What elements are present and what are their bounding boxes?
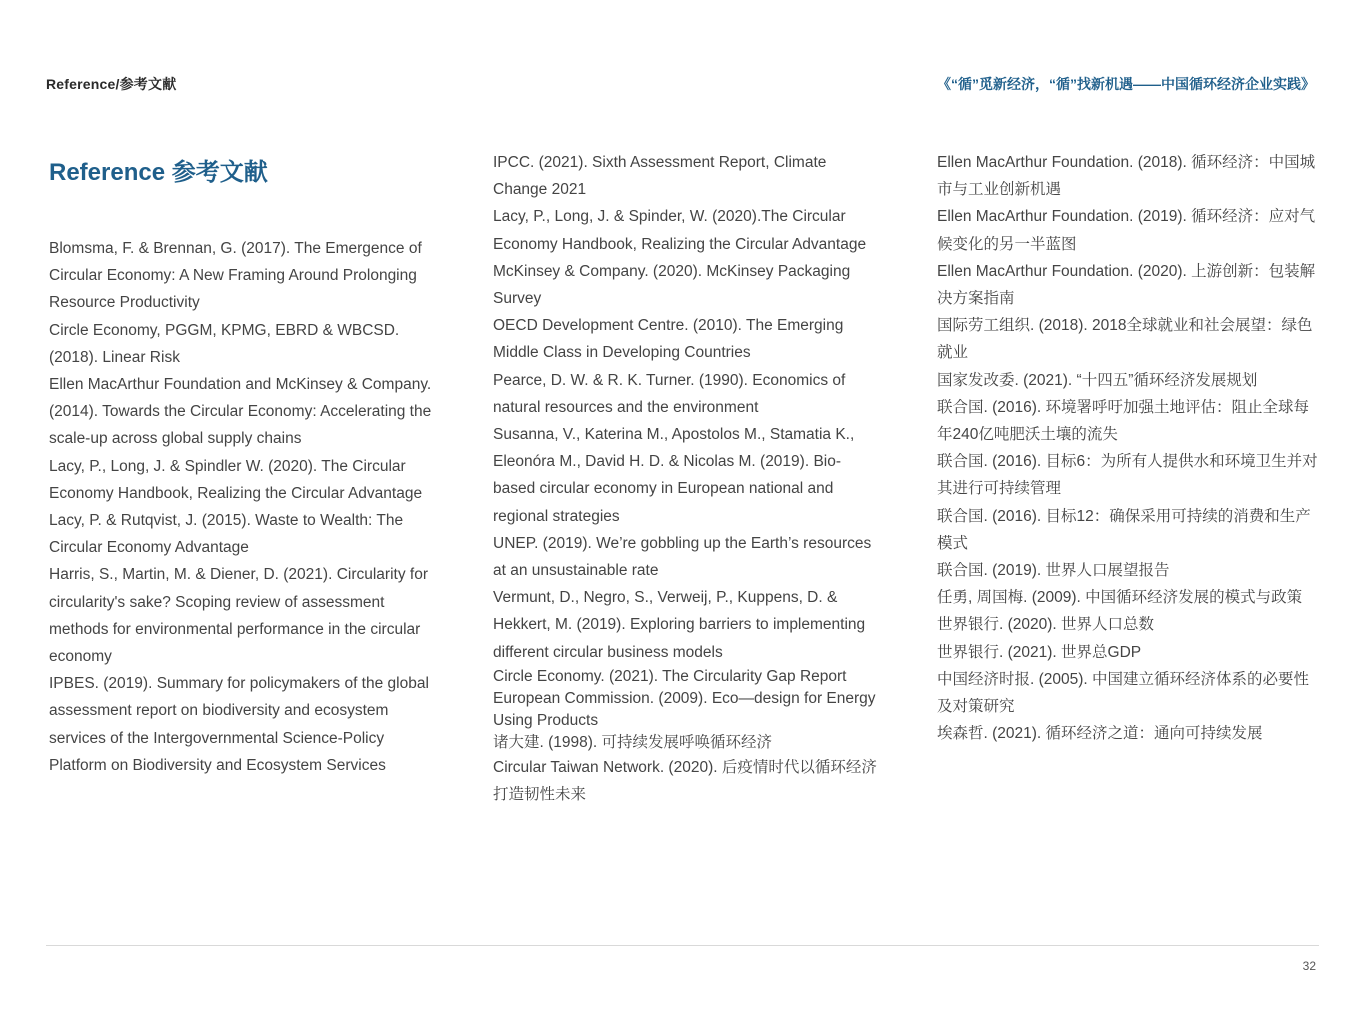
footer-divider	[46, 945, 1319, 946]
reference-entry: 联合国. (2019). 世界人口展望报告	[937, 562, 1170, 580]
page-title: Reference 参考文献	[49, 159, 268, 186]
reference-entry: European Commission. (2009). Eco—design for Energy Using Products	[493, 689, 876, 729]
reference-entry: 中国经济时报. (2005). 中国建立循环经济体系的必要性及对策研究	[937, 670, 1310, 716]
reference-entry: 埃森哲. (2021). 循环经济之道：通向可持续发展	[937, 725, 1263, 743]
reference-entry: 世界银行. (2021). 世界总GDP	[937, 643, 1142, 661]
reference-column-3	[937, 149, 1322, 747]
reference-entry: 国家发改委. (2021). “十四五”循环经济发展规划	[937, 371, 1258, 389]
reference-entry: Circle Economy, PGGM, KPMG, EBRD & WBCSD. (2018). Linear Risk	[49, 321, 400, 366]
reference-entry: 联合国. (2016). 目标6：为所有人提供水和环境卫生并对其进行可持续管理	[937, 453, 1318, 498]
reference-entry: IPCC. (2021). Sixth Assessment Report, Climate Change 2021	[493, 154, 827, 199]
reference-entry: 联合国. (2016). 环境署呼吁加强土地评估：阻止全球每年240亿吨肥沃土壤的流失	[937, 398, 1310, 444]
reference-entry: UNEP. (2019). We’re gobbling up the Earth’s resources at an unsustainable rate	[493, 534, 872, 580]
running-header-left: Reference/参考文献	[46, 76, 177, 92]
reference-entry: McKinsey & Company. (2020). McKinsey Packaging Survey	[493, 262, 851, 308]
reference-entry: Harris, S., Martin, M. & Diener, D. (2021). Circularity for circularity's sake? Scoping review of assessment methods for environmental performance in the circular economy	[49, 566, 428, 666]
page-number: 32	[1302, 959, 1316, 973]
reference-entry: Circular Taiwan Network. (2020). 后疫情时代以循环经济打造韧性未来	[493, 758, 877, 804]
reference-entry: 诸大建. (1998). 可持续发展呼唤循环经济	[493, 733, 773, 751]
reference-column-1	[49, 235, 441, 779]
reference-entry: 任勇, 周国梅. (2009). 中国循环经济发展的模式与政策	[937, 589, 1303, 607]
reference-column-2	[493, 149, 881, 808]
reference-entry: Pearce, D. W. & R. K. Turner. (1990). Economics of natural resources and the environment	[493, 371, 846, 416]
reference-entry: Circle Economy. (2021). The Circularity Gap Report	[493, 667, 847, 685]
reference-entry: Lacy, P. & Rutqvist, J. (2015). Waste to Wealth: The Circular Economy Advantage	[49, 512, 404, 557]
reference-entry: Lacy, P., Long, J. & Spinder, W. (2020).The Circular Economy Handbook, Realizing the Circular Advantage	[493, 208, 867, 253]
reference-entry: 世界银行. (2020). 世界人口总数	[937, 616, 1155, 634]
reference-entry: Ellen MacArthur Foundation. (2020). 上游创新：包装解决方案指南	[937, 262, 1316, 308]
reference-entry: Susanna, V., Katerina M., Apostolos M., Stamatia K., Eleonóra M., David H. D. & Nicolas M. (2019). Bio-based circular economy in European national and regional strategies	[493, 426, 855, 525]
reference-entry: Ellen MacArthur Foundation. (2018). 循环经济：中国城市与工业创新机遇	[937, 154, 1316, 199]
reference-entry: IPBES. (2019). Summary for policymakers of the global assessment report on biodiversity and ecosystem services of the Intergovernmental Science-Policy Platform on Biodiversity and Ecosystem Services	[49, 675, 429, 774]
reference-entry: Ellen MacArthur Foundation and McKinsey & Company. (2014). Towards the Circular Economy: Accelerating the scale-up across global supply chains	[49, 376, 432, 448]
reference-entry: OECD Development Centre. (2010). The Emerging Middle Class in Developing Countries	[493, 317, 844, 362]
reference-entry: 国际劳工组织. (2018). 2018全球就业和社会展望：绿色就业	[937, 317, 1313, 362]
reference-entry: Ellen MacArthur Foundation. (2019). 循环经济：应对气候变化的另一半蓝图	[937, 208, 1316, 253]
reference-entry: Vermunt, D., Negro, S., Verweij, P., Kuppens, D. & Hekkert, M. (2019). Exploring barriers to implementing different circular business models	[493, 589, 866, 661]
reference-entry: Blomsma, F. & Brennan, G. (2017). The Emergence of Circular Economy: A New Framing Around Prolonging Resource Productivity	[49, 240, 422, 312]
running-header-right: 《“循”觅新经济，“循”找新机遇——中国循环经济企业实践》	[937, 76, 1315, 92]
reference-entry: Lacy, P., Long, J. & Spindler W. (2020). The Circular Economy Handbook, Realizing the Circular Advantage	[49, 457, 423, 502]
reference-entry: 联合国. (2016). 目标12：确保采用可持续的消费和生产模式	[937, 507, 1311, 552]
